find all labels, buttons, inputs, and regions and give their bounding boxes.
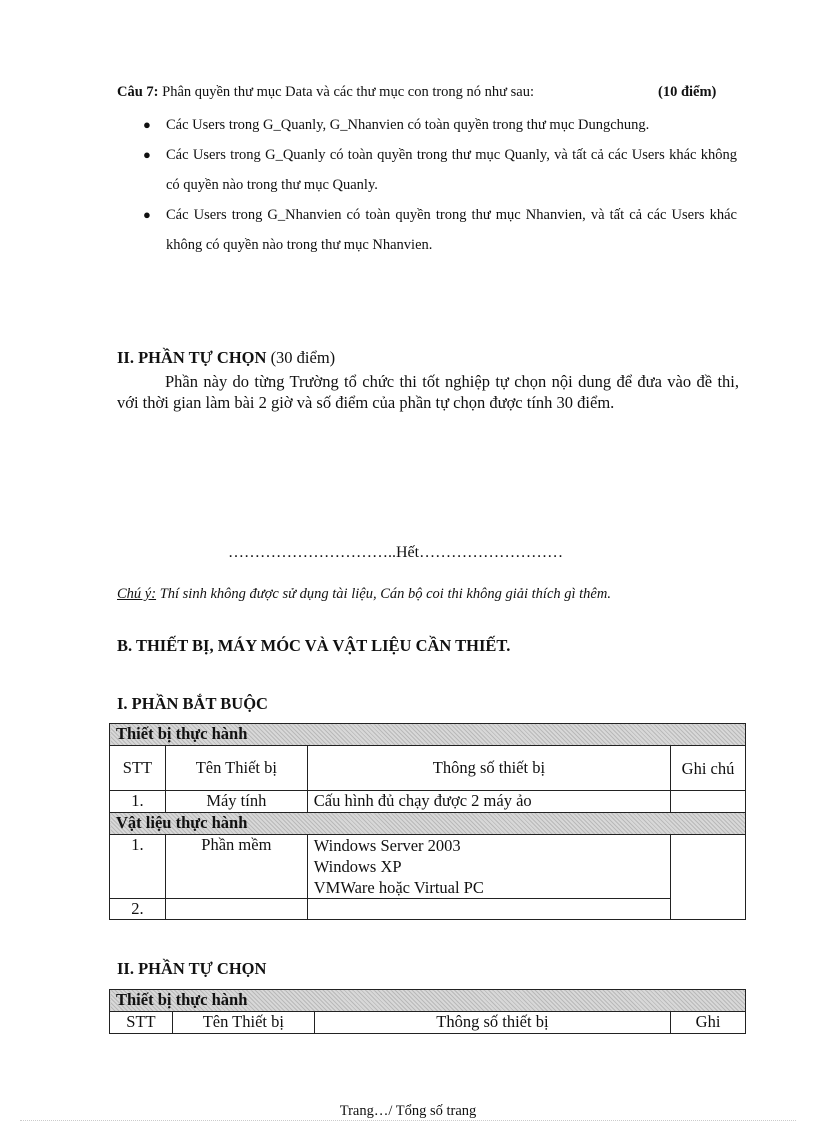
optional-section-body: Phần này do từng Trường tổ chức thi tốt nghiệp tự chọn nội dung để đưa vào đề thi, với thời gian làm bài 2 giờ và số điểm của phần tự chọn được tính 30 điểm. bbox=[117, 372, 739, 412]
table-cell bbox=[307, 899, 670, 920]
table-row bbox=[110, 899, 746, 920]
bullet-icon: ● bbox=[143, 207, 151, 222]
table-cell: 1. bbox=[110, 835, 166, 899]
optional-equipment-title: II. PHẦN TỰ CHỌN bbox=[117, 959, 267, 978]
table-cell: Windows Server 2003 Windows XP VMWare hoặc Virtual PC bbox=[307, 835, 670, 899]
column-header: Thông số thiết bị bbox=[307, 746, 670, 791]
table-cell bbox=[671, 835, 746, 920]
optional-equipment-table bbox=[109, 989, 746, 1034]
required-section-title: I. PHẦN BẮT BUỘC bbox=[117, 694, 268, 713]
section-b-title: B. THIẾT BỊ, MÁY MÓC VÀ VẬT LIỆU CẦN THIẾT. bbox=[117, 636, 511, 655]
optional-section-title: II. PHẦN TỰ CHỌN (30 điểm) bbox=[117, 348, 336, 367]
bullet-item: ● Các Users trong G_Nhanvien có toàn quyền trong thư mục Nhanvien, và tất cả các Users khác không có quyền nào trong thư mục Nhanvien. bbox=[117, 200, 737, 260]
column-header: Ghi bbox=[671, 1012, 746, 1034]
question-7-label: Câu 7: bbox=[117, 84, 159, 100]
table-cell: Phần mềm bbox=[165, 835, 307, 899]
note-label: Chú ý: bbox=[117, 586, 157, 602]
column-header: STT bbox=[110, 746, 166, 791]
column-header: Tên Thiết bị bbox=[172, 1012, 314, 1034]
group-header: Thiết bị thực hành bbox=[110, 724, 746, 746]
page-footer: Trang…/ Tổng số trang bbox=[339, 1103, 477, 1119]
bullet-item: ● Các Users trong G_Quanly, G_Nhanvien có toàn quyền trong thư mục Dungchung. bbox=[117, 110, 737, 140]
note bbox=[117, 586, 611, 603]
question-7-points: (10 điểm) bbox=[658, 84, 717, 100]
bullet-icon: ● bbox=[143, 147, 151, 162]
table-row bbox=[110, 835, 746, 899]
bullet-item: ● Các Users trong G_Quanly có toàn quyền trong thư mục Quanly, và tất cả các Users khác không có quyền nào trong thư mục Quanly. bbox=[117, 140, 737, 200]
column-header: Ghi chú bbox=[671, 746, 746, 791]
table-cell: Máy tính bbox=[165, 791, 307, 813]
question-7-heading bbox=[117, 84, 534, 101]
table-row bbox=[110, 791, 746, 813]
required-equipment-table bbox=[109, 723, 746, 920]
note-text: Thí sinh không được sử dụng tài liệu, Cán bộ coi thi không giải thích gì thêm. bbox=[156, 586, 611, 602]
group-header: Vật liệu thực hành bbox=[110, 813, 746, 835]
bullet-icon: ● bbox=[143, 117, 151, 132]
table-cell: 1. bbox=[110, 791, 166, 813]
footer-divider bbox=[20, 1120, 796, 1121]
table-cell: Cấu hình đủ chạy được 2 máy ảo bbox=[307, 791, 670, 813]
column-header: STT bbox=[110, 1012, 173, 1034]
column-header: Tên Thiết bị bbox=[165, 746, 307, 791]
question-7-bullet-list bbox=[117, 110, 737, 260]
table-cell: 2. bbox=[110, 899, 166, 920]
group-header: Thiết bị thực hành bbox=[110, 990, 746, 1012]
question-7-text: Phân quyền thư mục Data và các thư mục con trong nó như sau: bbox=[158, 84, 535, 100]
column-header: Thông số thiết bị bbox=[314, 1012, 670, 1034]
end-line: …………………………..Hết……………………… bbox=[228, 544, 564, 561]
table-cell bbox=[671, 791, 746, 813]
table-cell bbox=[165, 899, 307, 920]
